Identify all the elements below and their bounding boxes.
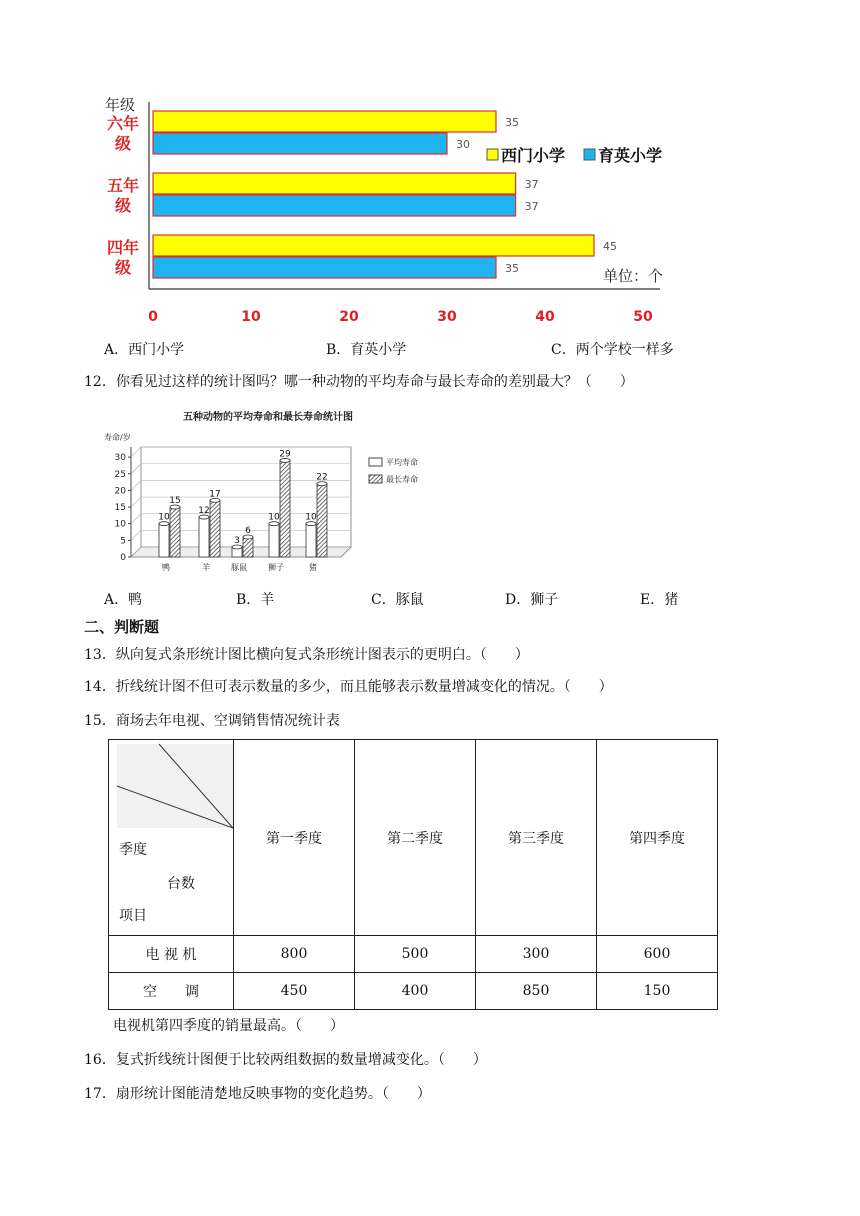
corner-label-item: 项目 xyxy=(119,908,147,924)
table-cell: 450 xyxy=(234,973,355,1010)
cylinder-bar-1-0 xyxy=(199,517,209,557)
legend-swatch-ximen xyxy=(487,149,498,160)
x-tick-label: 20 xyxy=(339,309,359,325)
bar-value-label: 3 xyxy=(234,536,240,547)
category-label: 级 xyxy=(114,258,132,277)
chart-unit: 单位：个 xyxy=(603,267,664,285)
bar-value-label: 37 xyxy=(524,200,539,213)
y-tick-label: 30 xyxy=(114,453,126,464)
table-row xyxy=(109,936,718,973)
corner-label-count: 台数 xyxy=(167,876,195,892)
y-tick-label: 25 xyxy=(114,469,126,480)
cylinder-bar-4-0 xyxy=(306,524,316,557)
grid-line xyxy=(131,497,141,507)
bar-2-0 xyxy=(153,235,594,256)
y-tick-label: 15 xyxy=(114,503,126,514)
cylinder-bar-3-1 xyxy=(280,460,290,557)
q12-option-c: C．豚鼠 xyxy=(371,592,424,608)
corner-label-season: 季度 xyxy=(119,842,147,858)
animal-lifespan-chart xyxy=(96,402,456,577)
bar-value-label: 37 xyxy=(524,178,539,191)
table-header-row xyxy=(109,740,718,936)
bar-value-label: 17 xyxy=(209,489,221,500)
bar-value-label: 10 xyxy=(305,512,317,523)
category-label: 五年 xyxy=(106,176,140,195)
bar-value-label: 12 xyxy=(198,506,210,517)
bar-value-label: 29 xyxy=(279,449,291,460)
cylinder-bar-4-1 xyxy=(317,484,327,557)
bar-value-label: 45 xyxy=(603,240,617,253)
legend-swatch-max xyxy=(369,475,382,483)
legend-label-max: 最长寿命 xyxy=(386,475,418,484)
row-label-tv: 电 视 机 xyxy=(109,936,234,973)
q13-statement: 13．纵向复式条形统计图比横向复式条形统计图表示的更明白。（ ） xyxy=(84,647,529,663)
bar-value-label: 22 xyxy=(316,472,328,483)
table-cell: 150 xyxy=(597,973,718,1010)
bar-0-1 xyxy=(153,133,447,154)
grid-line xyxy=(131,480,141,490)
q12-question: 12．你看见过这样的统计图吗？哪一种动物的平均寿命与最长寿命的差别最大？（ ） xyxy=(84,374,634,390)
bar-value-label: 10 xyxy=(268,512,280,523)
category-label: 六年 xyxy=(106,114,140,133)
header-q3: 第三季度 xyxy=(476,740,597,936)
q11-option-a: A．西门小学 xyxy=(104,342,185,358)
x-tick-label: 50 xyxy=(633,309,653,325)
q11-option-c: C．两个学校一样多 xyxy=(551,342,674,358)
table-row xyxy=(109,973,718,1010)
category-label: 羊 xyxy=(202,563,210,572)
bar-1-1 xyxy=(153,195,516,216)
bar-value-label: 35 xyxy=(505,262,519,275)
category-label: 四年 xyxy=(106,238,140,257)
q15-statement: 电视机第四季度的销量最高。（ ） xyxy=(113,1018,344,1034)
cylinder-bar-2-1 xyxy=(243,537,253,557)
table-cell: 850 xyxy=(476,973,597,1010)
bar-2-1 xyxy=(153,257,496,278)
table-cell: 300 xyxy=(476,936,597,973)
bar-value-label: 35 xyxy=(505,116,519,129)
legend-label-average: 平均寿命 xyxy=(386,458,418,467)
legend-label-yuying: 育英小学 xyxy=(598,146,663,165)
q15-title: 15．商场去年电视、空调销售情况统计表 xyxy=(84,713,340,729)
header-q2: 第二季度 xyxy=(355,740,476,936)
x-tick-label: 40 xyxy=(535,309,555,325)
q16-statement: 16．复式折线统计图便于比较两组数据的数量增减变化。（ ） xyxy=(84,1052,487,1068)
grid-line xyxy=(131,464,141,474)
bar-1-0 xyxy=(153,173,516,194)
sales-table xyxy=(108,739,718,1010)
chart-ylabel: 年级 xyxy=(105,96,136,114)
legend-swatch-average xyxy=(369,458,382,466)
category-label: 狮子 xyxy=(268,563,284,572)
legend-swatch-yuying xyxy=(584,149,595,160)
category-label: 鸭 xyxy=(162,563,170,572)
lifespan-chart-title: 五种动物的平均寿命和最长寿命统计图 xyxy=(183,412,353,423)
grid-line xyxy=(131,447,141,457)
cylinder-bar-1-1 xyxy=(210,500,220,557)
section-title: 二、判断题 xyxy=(84,618,160,636)
q17-statement: 17．扇形统计图能清楚地反映事物的变化趋势。（ ） xyxy=(84,1086,431,1102)
header-q4: 第四季度 xyxy=(597,740,718,936)
bar-value-label: 15 xyxy=(169,496,181,507)
category-label: 级 xyxy=(114,196,132,215)
header-q1: 第一季度 xyxy=(234,740,355,936)
table-cell: 600 xyxy=(597,936,718,973)
q12-option-b: B．羊 xyxy=(236,592,275,608)
bar-0-0 xyxy=(153,111,496,132)
table-corner-cell xyxy=(109,740,234,936)
category-label: 豚鼠 xyxy=(231,563,247,572)
bar-value-label: 10 xyxy=(158,512,170,523)
q11-option-b: B．育英小学 xyxy=(326,342,407,358)
table-cell: 500 xyxy=(355,936,476,973)
cylinder-bar-0-0 xyxy=(159,524,169,557)
cylinder-bar-3-0 xyxy=(269,524,279,557)
grid-line xyxy=(131,530,141,540)
lifespan-ylabel: 寿命/岁 xyxy=(104,433,131,442)
lifespan-legend xyxy=(369,457,418,484)
table-cell: 400 xyxy=(355,973,476,1010)
grid-line xyxy=(131,514,141,524)
q12-option-e: E．猪 xyxy=(640,592,679,608)
category-label: 级 xyxy=(114,134,132,153)
legend-label-ximen: 西门小学 xyxy=(501,146,566,165)
table-cell: 800 xyxy=(234,936,355,973)
cylinder-bar-0-1 xyxy=(170,507,180,557)
bar-value-label: 30 xyxy=(456,138,470,151)
row-label-ac: 空 调 xyxy=(109,973,234,1010)
bar-value-label: 6 xyxy=(245,526,251,537)
grade-comparison-chart xyxy=(0,0,860,335)
y-tick-label: 0 xyxy=(120,553,126,563)
y-tick-label: 10 xyxy=(114,519,126,530)
x-tick-label: 30 xyxy=(437,309,457,325)
y-tick-label: 20 xyxy=(114,486,126,497)
y-tick-label: 5 xyxy=(120,536,126,547)
x-tick-label: 10 xyxy=(241,309,261,325)
category-label: 猪 xyxy=(309,563,317,572)
chart-legend xyxy=(487,146,662,165)
q12-option-d: D．狮子 xyxy=(505,592,559,608)
q14-statement: 14．折线统计图不但可表示数量的多少，而且能够表示数量增减变化的情况。（ ） xyxy=(84,679,613,695)
q12-option-a: A．鸭 xyxy=(104,592,143,608)
x-tick-label: 0 xyxy=(148,309,158,325)
